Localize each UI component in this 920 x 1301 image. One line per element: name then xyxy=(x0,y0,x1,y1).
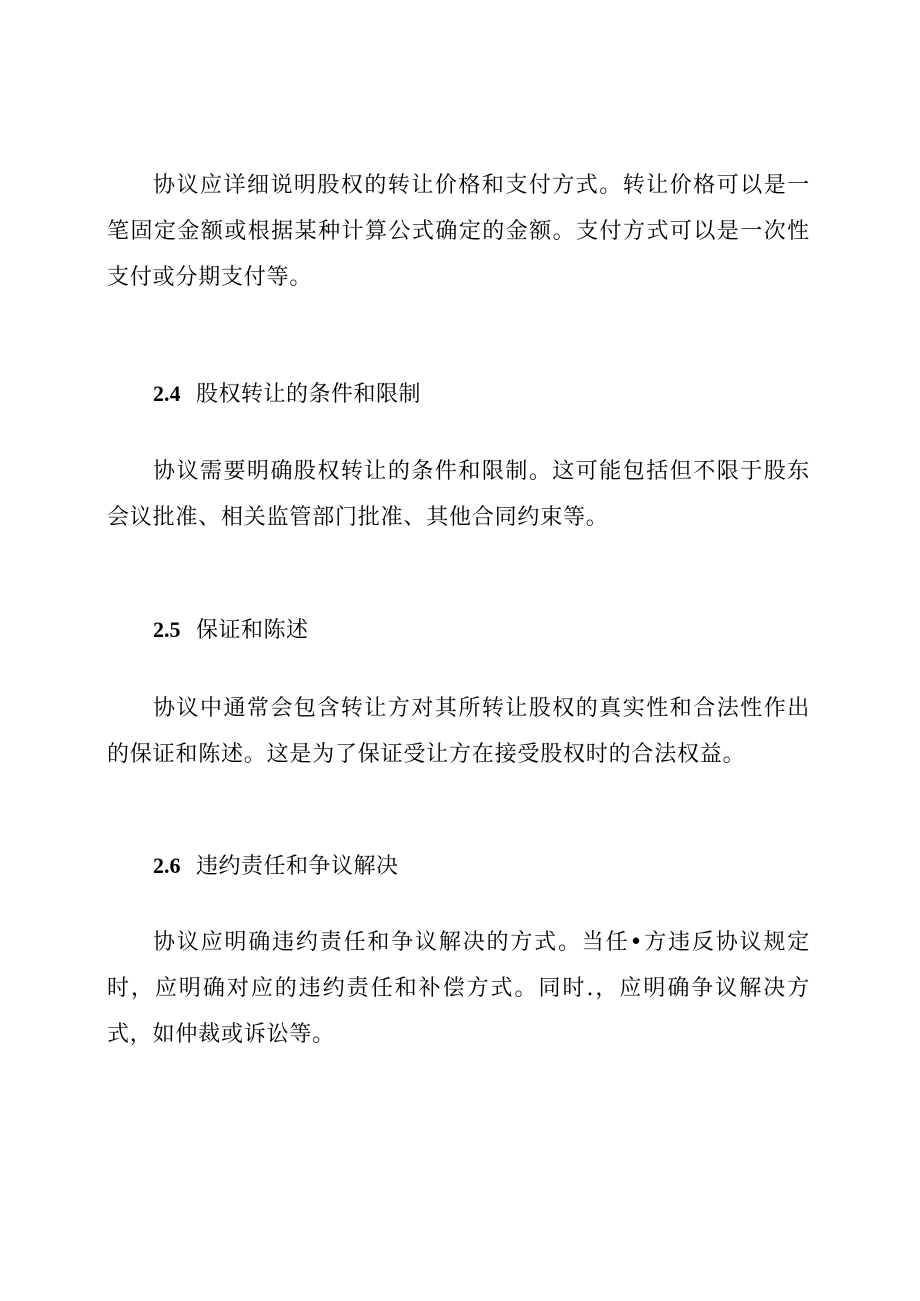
section-number: 2.5 xyxy=(153,617,181,642)
section-heading-2-5 xyxy=(153,615,309,646)
paragraph-transfer-conditions: 协议需要明确股权转让的条件和限制。这可能包括但不限于股东会议批准、相关监管部门批准、其他合同约束等。 xyxy=(107,459,810,530)
paragraph-warranties: 协议中通常会包含转让方对其所转让股权的真实性和合法性作出的保证和陈述。这是为了保证受让方在接受股权时的合法权益。 xyxy=(107,696,810,767)
section-title: 违约责任和争议解决 xyxy=(196,854,399,879)
section-number: 2.6 xyxy=(153,853,181,878)
paragraph-payment-terms: 协议应详细说明股权的转让价格和支付方式。转让价格可以是一笔固定金额或根据某种计算公式确定的金额。支付方式可以是一次性支付或分期支付等。 xyxy=(107,173,810,290)
section-heading-2-6 xyxy=(153,851,399,882)
section-title: 保证和陈述 xyxy=(196,618,309,643)
section-title: 股权转让的条件和限制 xyxy=(196,382,422,407)
section-number: 2.4 xyxy=(153,381,181,406)
section-heading-2-4 xyxy=(153,379,421,410)
paragraph-breach-dispute: 协议应明确违约责任和争议解决的方式。当任•方违反协议规定时，应明确对应的违约责任和补偿方式。同时.，应明确争议解决方式，如仲裁或诉讼等。 xyxy=(107,930,810,1047)
